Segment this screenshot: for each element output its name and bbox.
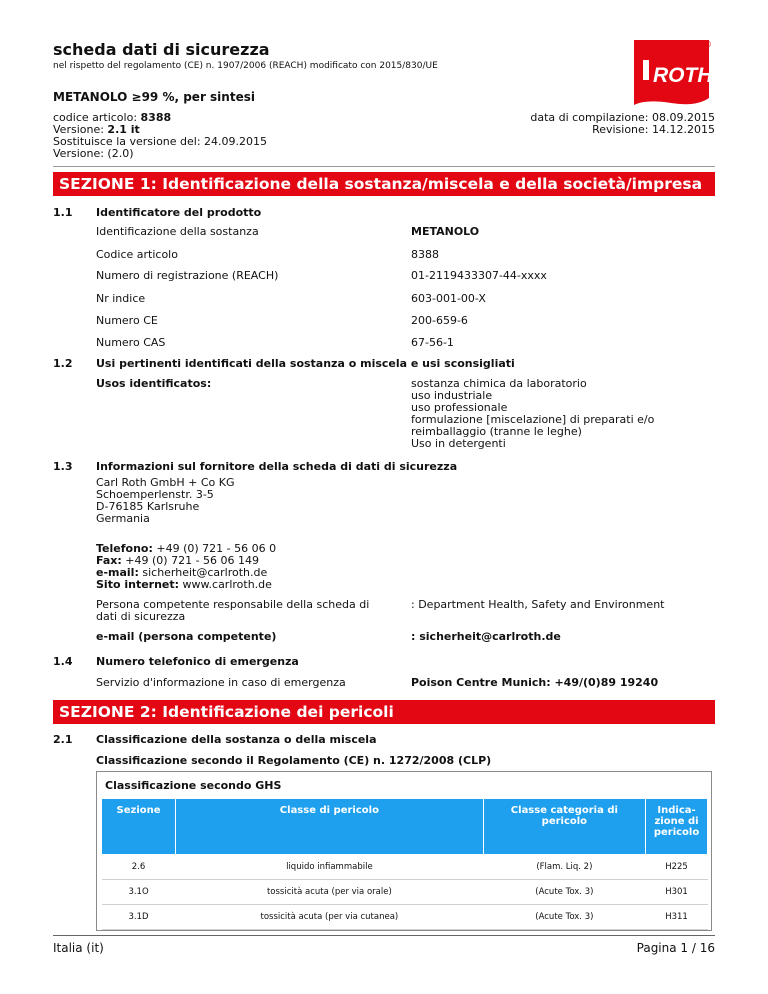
meta-compiled-date: data di compilazione: 08.09.2015	[530, 111, 715, 124]
meta-previous-version: Versione: (2.0)	[53, 147, 134, 160]
row-label-reach: Numero di registrazione (REACH)	[96, 269, 279, 282]
meta-article-code: codice articolo: 8388	[53, 111, 172, 124]
svg-text:®: ®	[704, 40, 712, 49]
clp-subheading: Classificazione secondo il Regolamento (CE) n. 1272/2008 (CLP)	[96, 754, 492, 767]
row-label-index: Nr indice	[96, 292, 146, 305]
competent-email-label: e-mail (persona competente)	[96, 630, 277, 643]
competent-email-value[interactable]: : sicherheit@carlroth.de	[411, 630, 561, 643]
meta-version: Versione: 2.1 it	[53, 123, 140, 136]
emergency-label: Servizio d'informazione in caso di emergenza	[96, 676, 346, 689]
row-value-article-code: 8388	[411, 248, 439, 261]
row-value-index: 603-001-00-X	[411, 292, 486, 305]
competent-person-value: : Department Health, Safety and Environment	[411, 598, 665, 611]
col-header-hazard-statement: Indica-zione di pericolo	[646, 799, 708, 855]
section-2-1-number: 2.1	[53, 733, 73, 746]
ghs-table	[101, 798, 708, 930]
identified-uses-list: sostanza chimica da laboratorio uso industriale uso professionale formulazione [miscelazione] di preparati e/o reimballaggio (tranne le leghe) Uso in detergenti	[411, 377, 655, 450]
ghs-table-header	[102, 799, 708, 855]
ghs-classification-box	[96, 771, 712, 931]
table-row: 3.1D tossicità acuta (per via cutanea) (Acute Tox. 3) H311	[102, 905, 708, 930]
meta-replaces: Sostituisce la versione del: 24.09.2015	[53, 135, 268, 148]
logo-text: ROTH	[653, 64, 713, 87]
document-subtitle: nel rispetto del regolamento (CE) n. 1907/2006 (REACH) modificato con 2015/830/UE	[53, 61, 438, 71]
row-value-cas: 67-56-1	[411, 336, 454, 349]
section-1-1-heading: Identificatore del prodotto	[96, 206, 262, 219]
col-header-category: Classe categoria di pericolo	[483, 799, 645, 855]
row-label-cas: Numero CAS	[96, 336, 166, 349]
section-1-3-heading: Informazioni sul fornitore della scheda di dati di sicurezza	[96, 460, 458, 473]
footer-page-number: Pagina 1 / 16	[636, 941, 715, 955]
section-1-title: SEZIONE 1: Identificazione della sostanza/miscela e della società/impresa	[53, 172, 715, 196]
section-2-title: SEZIONE 2: Identificazione dei pericoli	[53, 700, 715, 724]
header-divider	[53, 166, 715, 167]
meta-left	[53, 112, 267, 160]
footer-divider	[53, 935, 715, 936]
section-1-2-number: 1.2	[53, 357, 73, 370]
footer-locale: Italia (it)	[53, 941, 104, 955]
supplier-contacts: Telefono: +49 (0) 721 - 56 06 0 Fax: +49 (0) 721 - 56 06 149 e-mail: sicherheit@carlroth.de Sito internet: www.carlroth.de	[96, 542, 277, 591]
section-2-1-heading: Classificazione della sostanza o della miscela	[96, 733, 377, 746]
section-1-3-number: 1.3	[53, 460, 73, 473]
meta-right	[530, 112, 715, 136]
section-1-2-heading: Usi pertinenti identificati della sostanza o miscela e usi sconsigliati	[96, 357, 515, 370]
row-label-article-code: Codice articolo	[96, 248, 178, 261]
ghs-box-title: Classificazione secondo GHS	[105, 779, 282, 792]
product-name: METANOLO ≥99 %, per sintesi	[53, 90, 255, 104]
row-value-reach: 01-2119433307-44-xxxx	[411, 269, 547, 282]
row-label-ec: Numero CE	[96, 314, 158, 327]
table-row: 2.6 liquido infiammabile (Flam. Liq. 2) H225	[102, 855, 708, 880]
row-label-substance: Identificazione della sostanza	[96, 225, 259, 238]
identified-uses-label: Usos identificatos:	[96, 377, 212, 390]
col-header-hazard-class: Classe di pericolo	[176, 799, 484, 855]
supplier-address: Carl Roth GmbH + Co KG Schoemperlenstr. 3-5 D-76185 Karlsruhe Germania	[96, 476, 235, 525]
roth-logo	[624, 38, 715, 107]
document-title: scheda dati di sicurezza	[53, 40, 270, 59]
section-1-1-number: 1.1	[53, 206, 73, 219]
meta-revision: Revisione: 14.12.2015	[592, 123, 715, 136]
row-value-substance: METANOLO	[411, 225, 480, 238]
section-1-4-number: 1.4	[53, 655, 73, 668]
competent-person-label: Persona competente responsabile della scheda di dati di sicurezza	[96, 598, 370, 623]
row-value-ec: 200-659-6	[411, 314, 468, 327]
emergency-value: Poison Centre Munich: +49/(0)89 19240	[411, 676, 659, 689]
section-1-4-heading: Numero telefonico di emergenza	[96, 655, 299, 668]
col-header-section: Sezione	[102, 799, 176, 855]
table-row: 3.1O tossicità acuta (per via orale) (Acute Tox. 3) H301	[102, 880, 708, 905]
